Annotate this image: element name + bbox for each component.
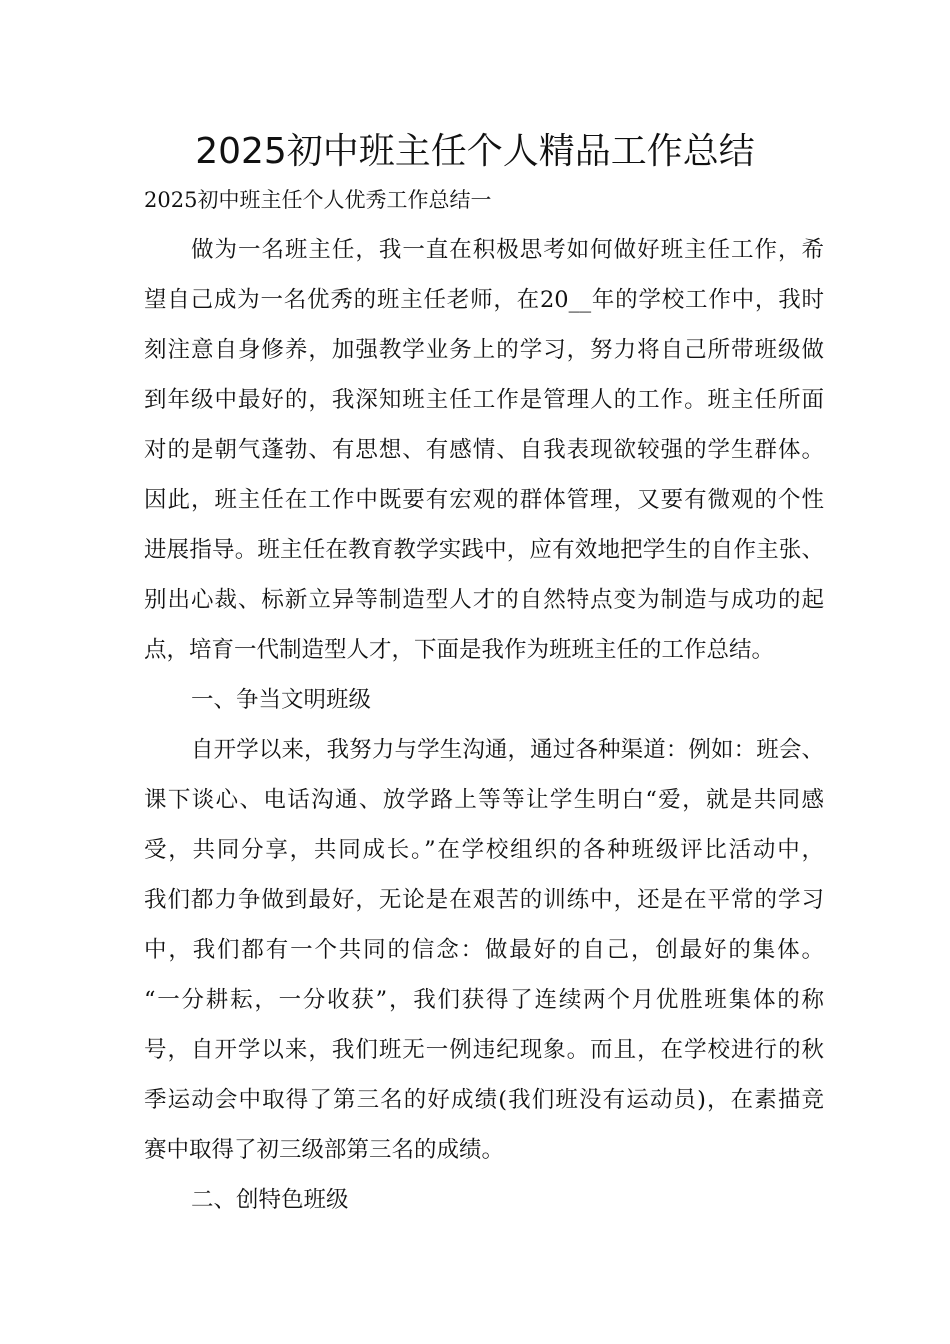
paragraph-line: 我们都力争做到最好，无论是在艰苦的训练中，还是在平常的学习 bbox=[144, 887, 824, 913]
paragraph-line: 季运动会中取得了第三名的好成绩(我们班没有运动员)，在素描竞 bbox=[144, 1087, 824, 1113]
section-heading-1: 一、争当文明班级 bbox=[191, 687, 372, 713]
paragraph-line: 望自己成为一名优秀的班主任老师，在20__年的学校工作中，我时 bbox=[144, 287, 824, 313]
paragraph-line: 到年级中最好的，我深知班主任工作是管理人的工作。班主任所面 bbox=[144, 387, 824, 413]
paragraph-line: 做为一名班主任，我一直在积极思考如何做好班主任工作，希 bbox=[191, 237, 824, 263]
paragraph-line: 别出心裁、标新立异等制造型人才的自然特点变为制造与成功的起 bbox=[144, 587, 824, 613]
paragraph-line: 赛中取得了初三级部第三名的成绩。 bbox=[144, 1137, 505, 1163]
section-heading-2: 二、创特色班级 bbox=[191, 1187, 349, 1213]
document-title: 2025初中班主任个人精品工作总结 bbox=[195, 131, 755, 172]
paragraph-line: 对的是朝气蓬勃、有思想、有感情、自我表现欲较强的学生群体。 bbox=[144, 437, 824, 463]
paragraph-line: 号，自开学以来，我们班无一例违纪现象。而且，在学校进行的秋 bbox=[144, 1037, 824, 1063]
paragraph-line: 课下谈心、电话沟通、放学路上等等让学生明白“爱，就是共同感 bbox=[144, 787, 824, 813]
paragraph-line: 点，培育一代制造型人才，下面是我作为班班主任的工作总结。 bbox=[144, 637, 775, 663]
paragraph-line: 自开学以来，我努力与学生沟通，通过各种渠道：例如：班会、 bbox=[191, 737, 824, 763]
document-subtitle: 2025初中班主任个人优秀工作总结一 bbox=[144, 188, 492, 212]
paragraph-line: 受，共同分享，共同成长。”在学校组织的各种班级评比活动中， bbox=[144, 837, 824, 863]
paragraph-line: 因此，班主任在工作中既要有宏观的群体管理，又要有微观的个性 bbox=[144, 487, 824, 513]
paragraph-line: 进展指导。班主任在教育教学实践中，应有效地把学生的自作主张、 bbox=[144, 537, 824, 563]
paragraph-line: 中，我们都有一个共同的信念：做最好的自己，创最好的集体。 bbox=[144, 937, 824, 963]
paragraph-line: 刻注意自身修养，加强教学业务上的学习，努力将自己所带班级做 bbox=[144, 337, 824, 363]
paragraph-line: “一分耕耘，一分收获”，我们获得了连续两个月优胜班集体的称 bbox=[144, 987, 824, 1013]
